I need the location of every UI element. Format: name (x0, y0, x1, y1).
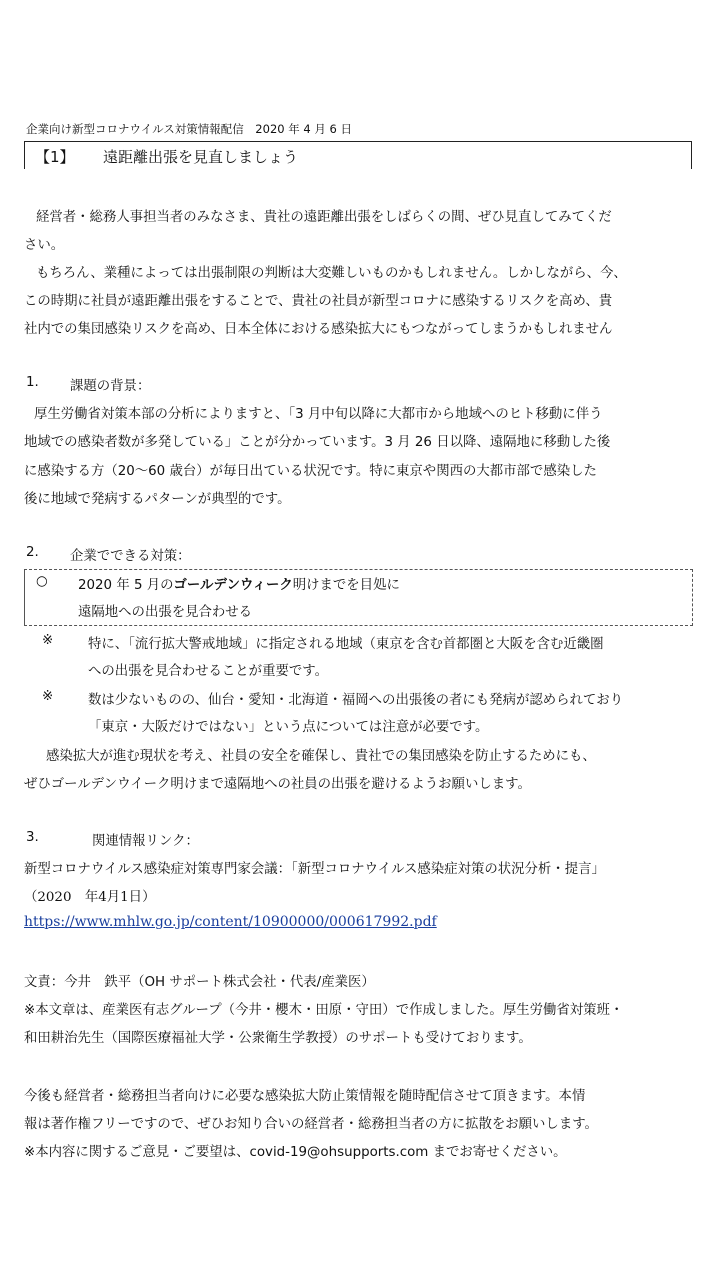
intro-line: もちろん、業種によっては出張制限の判断は大変難しいものかもしれません。しかしながら、今、 (36, 266, 627, 281)
credits-line: ※本文章は、産業医有志グループ（今井・櫻木・田原・守田）で作成しました。厚生労働省対策班・ (24, 1003, 624, 1018)
note-mark: ※ (42, 633, 54, 648)
note1-line: 特に、「流行拡大警戒地域」に指定される地域（東京を含む首都圏と大阪を含む近畿圏 (88, 637, 604, 652)
reference-link[interactable]: https://www.mhlw.go.jp/content/10900000/000617992.pdf (24, 914, 437, 930)
title-box (24, 141, 692, 169)
credits-line: 和田耕治先生（国際医療福祉大学・公衆衛生学教授）のサポートも受けております。 (24, 1031, 532, 1046)
title-number: 【1】 (35, 148, 75, 166)
highlight-line-1 (78, 574, 400, 593)
closing-line: ぜひゴールデンウイーク明けまで遠隔地への社員の出張を避けるようお願いします。 (24, 777, 531, 792)
footer-line: 今後も経営者・総務担当者向けに必要な感染拡大防止策情報を随時配信させて頂きます。本情 (24, 1089, 586, 1104)
reference-date: （2020 年4月1日） (24, 890, 156, 905)
section1-line: 後に地域で発病するパターンが典型的です。 (24, 492, 291, 507)
footer-line: 報は著作権フリーですので、ぜひお知り合いの経営者・総務担当者の方に拡散をお願いします。 (24, 1117, 598, 1132)
section1-number: 1. (26, 375, 39, 390)
document-header: 企業向け新型コロナウイルス対策情報配信 2020 年 4 月 6 日 (26, 122, 352, 136)
closing-line: 感染拡大が進む現状を考え、社員の安全を確保し、貴社での集団感染を防止するためにも、 (46, 749, 596, 764)
note2-line: 数は少ないものの、仙台・愛知・北海道・福岡への出張後の者にも発病が認められており (88, 693, 624, 708)
section1-line: 厚生労働省対策本部の分析によりますと、「3 月中旬以降に大都市から地域へのヒト移動に伴う (34, 407, 603, 422)
note1-line: への出張を見合わせることが重要です。 (88, 664, 328, 679)
section1-line: に感染する方（20～60 歳台）が毎日出ている状況です。特に東京や関西の大都市部で感染した (24, 464, 597, 479)
section2-heading: 企業でできる対策： (70, 549, 191, 564)
note-mark: ※ (42, 689, 54, 704)
section3-number: 3. (26, 830, 39, 845)
section2-number: 2. (26, 545, 39, 560)
intro-line: 経営者・総務人事担当者のみなさま、貴社の遠距離出張をしばらくの間、ぜひ見直してみてくだ (36, 210, 612, 225)
highlight-text: 明けまでを目処に (292, 578, 400, 593)
footer-line: ※本内容に関するご意見・ご要望は、covid-19@ohsupports.com までお寄せください。 (24, 1145, 567, 1160)
intro-line: 社内での集団感染リスクを高め、日本全体における感染拡大にもつながってしまうかもしれません (24, 322, 613, 337)
note2-line: 「東京・大阪だけではない」という点については注意が必要です。 (88, 720, 489, 735)
section1-heading: 課題の背景： (70, 379, 151, 394)
highlight-bold-text: ゴールデンウィーク (173, 578, 293, 593)
credits-line: 文責：今井 鉄平（OH サポート株式会社・代表/産業医） (24, 975, 375, 990)
highlight-line-2: 遠隔地への出張を見合わせる (78, 605, 253, 620)
reference-title: 新型コロナウイルス感染症対策専門家会議：「新型コロナウイルス感染症対策の状況分析・提言」 (24, 862, 605, 877)
page-title: 遠距離出張を見直しましょう (103, 148, 299, 166)
highlight-text: 2020 年 5 月の (78, 578, 174, 593)
section3-heading: 関連情報リンク： (92, 834, 199, 849)
section1-line: 地域での感染者数が多発している」ことが分かっています。3 月 26 日以降、遠隔地に移動した後 (24, 435, 611, 450)
intro-line: この時期に社員が遠距離出張をすることで、貴社の社員が新型コロナに感染するリスクを高め、貴 (24, 294, 613, 309)
intro-line: さい。 (24, 238, 65, 253)
circle-mark: ○ (36, 574, 48, 589)
